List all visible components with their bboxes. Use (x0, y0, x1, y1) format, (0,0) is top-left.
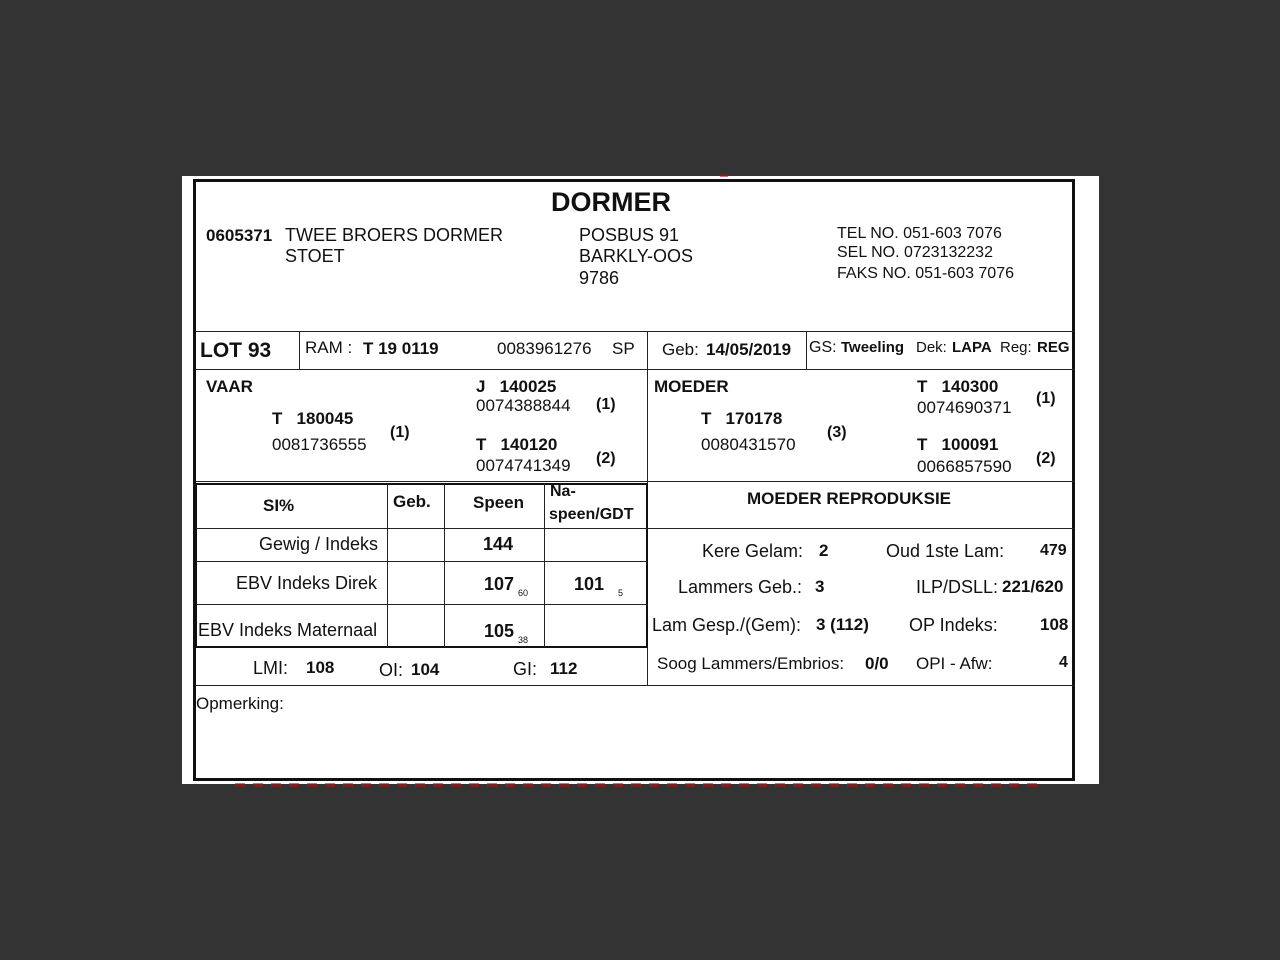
row-label-maternaal: EBV Indeks Maternaal (198, 620, 378, 640)
speen-direk-accuracy: 60 (518, 588, 529, 598)
speen-gewig: 144 (483, 534, 514, 554)
dam-dam-rank: (2) (1036, 450, 1056, 467)
divider-line (196, 604, 648, 605)
reg-label: Reg: (1000, 339, 1032, 356)
kere-value: 2 (819, 541, 829, 560)
si-header: SI% (263, 496, 295, 515)
birth-date-label: Geb: (662, 340, 699, 359)
birth-date: 14/05/2019 (706, 340, 792, 359)
geb-header: Geb. (393, 492, 431, 511)
divider-line (196, 561, 648, 562)
divider-line (544, 483, 545, 647)
faks-number: FAKS NO. 051-603 7076 (837, 265, 1014, 282)
divider-line (196, 481, 1075, 482)
sire-sire-rank: (1) (596, 396, 616, 413)
vaar-label: VAAR (206, 377, 253, 396)
dam-rank: (3) (827, 424, 847, 441)
op-indeks-value: 108 (1040, 615, 1069, 634)
divider-line (196, 528, 648, 529)
kere-label: Kere Gelam: (702, 541, 804, 561)
dam-dam-id: T 100091 (917, 435, 999, 454)
divider-line (444, 483, 445, 647)
naspeen-header-line1: Na- (550, 483, 576, 500)
ram-number: 0083961276 (497, 339, 592, 358)
speen-direk-cell (484, 575, 528, 598)
naspeen-direk-accuracy: 5 (618, 588, 624, 598)
divider-line (647, 331, 648, 369)
lmi-value: 108 (306, 658, 335, 677)
sire-dam-number: 0074741349 (476, 456, 571, 475)
speen-maternaal-cell (484, 622, 528, 645)
lammers-value: 3 (815, 577, 825, 596)
opi-label: OPI - Afw: (916, 654, 993, 673)
oud-label: Oud 1ste Lam: (886, 541, 1005, 561)
lmi-label: LMI: (253, 658, 289, 678)
divider-line (806, 331, 807, 369)
scan-artifact-text-cutoff (235, 783, 1045, 787)
sire-dam-rank: (2) (596, 450, 616, 467)
dek-value: LAPA (952, 339, 992, 356)
moeder-label: MOEDER (654, 377, 729, 396)
speen-maternaal: 105 (484, 621, 515, 641)
gs-label: GS: (809, 339, 837, 356)
divider-line (387, 483, 388, 647)
address-line3: 9786 (579, 268, 620, 288)
oud-value: 479 (1040, 542, 1067, 559)
lammers-label: Lammers Geb.: (678, 577, 803, 597)
stud-name-line2: STOET (285, 246, 345, 266)
gi-value: 112 (550, 659, 578, 678)
dam-sire-id: T 140300 (917, 377, 999, 396)
sire-number: 0081736555 (272, 435, 367, 454)
op-indeks-label: OP Indeks: (909, 615, 998, 635)
sel-number: SEL NO. 0723132232 (837, 244, 993, 261)
soog-label: Soog Lammers/Embrios: (657, 654, 845, 673)
naspeen-direk-cell (574, 575, 623, 598)
sire-sire-number: 0074388844 (476, 396, 571, 415)
sire-rank: (1) (390, 424, 410, 441)
divider-line (299, 331, 300, 369)
divider-line (196, 685, 1075, 686)
dam-id: T 170178 (701, 409, 783, 428)
speen-maternaal-accuracy: 38 (518, 635, 529, 645)
speen-direk: 107 (484, 574, 515, 594)
breed-title: DORMER (551, 187, 671, 217)
tel-number: TEL NO. 051-603 7076 (837, 225, 1002, 242)
naspeen-direk: 101 (574, 574, 605, 594)
stud-name-line1: TWEE BROERS DORMER (285, 225, 504, 245)
lot-number: LOT 93 (200, 339, 272, 362)
gesp-label: Lam Gesp./(Gem): (652, 615, 802, 635)
dam-dam-number: 0066857590 (917, 457, 1012, 476)
divider-line (196, 369, 1075, 370)
gi-label: GI: (513, 659, 538, 679)
gesp-value: 3 (112) (816, 615, 869, 634)
speen-header: Speen (473, 493, 525, 512)
dek-label: Dek: (916, 339, 947, 356)
dam-number: 0080431570 (701, 435, 796, 454)
ram-code: SP (612, 339, 635, 358)
sire-id: T 180045 (272, 409, 354, 428)
address-line1: POSBUS 91 (579, 225, 680, 245)
divider-line (196, 331, 1075, 332)
reg-value: REG (1037, 339, 1070, 356)
reproduksie-title: MOEDER REPRODUKSIE (747, 489, 952, 508)
member-number: 0605371 (206, 226, 273, 245)
oi-value: 104 (411, 660, 440, 679)
row-label-gewig: Gewig / Indeks (259, 534, 379, 554)
naspeen-header-line2: speen/GDT (549, 506, 634, 523)
gs-value: Tweeling (841, 339, 905, 356)
row-label-direk: EBV Indeks Direk (236, 573, 378, 593)
ilp-value: 221/620 (1002, 577, 1064, 596)
dam-sire-rank: (1) (1036, 390, 1056, 407)
ram-label: RAM : (305, 338, 353, 357)
divider-line (647, 528, 1075, 529)
opi-value: 4 (1059, 654, 1068, 671)
address-line2: BARKLY-OOS (579, 246, 694, 266)
soog-value: 0/0 (865, 654, 889, 673)
opmerking-label: Opmerking: (196, 694, 284, 713)
scan-artifact-mark (720, 174, 728, 177)
sire-sire-id: J 140025 (476, 377, 557, 396)
oi-label: OI: (379, 660, 404, 680)
sire-dam-id: T 140120 (476, 435, 558, 454)
ilp-label: ILP/DSLL: (916, 577, 999, 597)
ram-id: T 19 0119 (363, 339, 439, 358)
dam-sire-number: 0074690371 (917, 398, 1012, 417)
